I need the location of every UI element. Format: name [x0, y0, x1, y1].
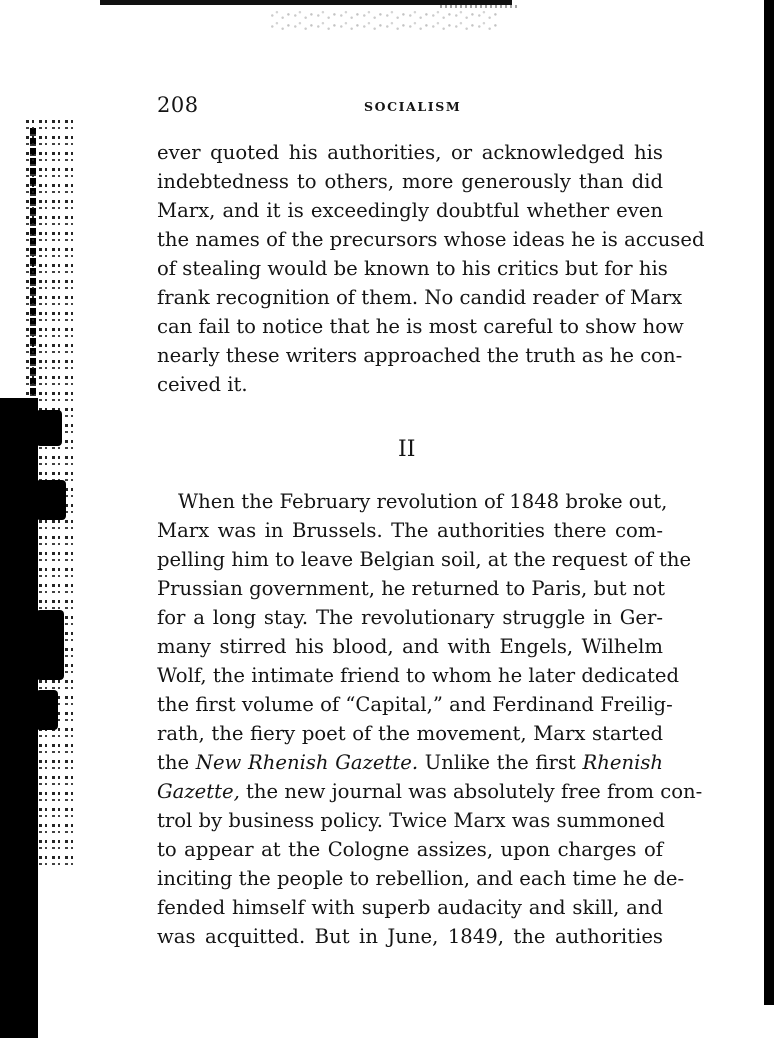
scan-edge-right: [764, 0, 781, 1038]
running-head: SOCIALISM: [364, 99, 462, 114]
text-line: ever quoted his authorities, or acknowledged his: [157, 141, 663, 164]
text-line: Marx was in Brussels. The authorities there com-: [157, 519, 663, 542]
page-number: 208: [157, 93, 199, 117]
text-line: the first volume of “Capital,” and Ferdinand Freilig-: [157, 693, 673, 716]
text-line: inciting the people to rebellion, and each time he de-: [157, 867, 685, 890]
section-heading: II: [398, 437, 416, 462]
text-line: rath, the fiery poet of the movement, Marx started: [157, 722, 663, 745]
text-line: can fail to notice that he is most careful to show how: [157, 315, 684, 338]
text-line: When the February revolution of 1848 broke out,: [178, 490, 668, 513]
text-line: Gazette, the new journal was absolutely free from con-: [157, 780, 703, 803]
text-line: to appear at the Cologne assizes, upon charges of: [157, 838, 663, 861]
paragraph: [157, 487, 703, 951]
text-line: the New Rhenish Gazette. Unlike the first Rhenish: [157, 751, 664, 774]
text-line: nearly these writers approached the truth as he con-: [157, 344, 683, 367]
text-line: the names of the precursors whose ideas he is accused: [157, 228, 705, 251]
text-line: trol by business policy. Twice Marx was summoned: [157, 809, 665, 832]
scan-gutter-blot: [36, 690, 58, 730]
scan-gutter-blot: [36, 610, 64, 680]
text-line: Marx, and it is exceedingly doubtful whether even: [157, 199, 663, 222]
text-line: pelling him to leave Belgian soil, at the request of the: [157, 548, 692, 571]
text-line: fended himself with superb audacity and skill, and: [157, 896, 663, 919]
text-line: of stealing would be known to his critics but for his: [157, 257, 668, 280]
text-line: Wolf, the intimate friend to whom he later dedicated: [157, 664, 680, 687]
scan-edge-top: [100, 0, 512, 5]
text-line: indebtedness to others, more generously than did: [157, 170, 663, 193]
scan-gutter-blot: [36, 480, 66, 520]
scan-gutter-shadow: [0, 398, 38, 1038]
text-line: ceived it.: [157, 373, 248, 396]
paragraph: [157, 138, 705, 399]
text-line: Prussian government, he returned to Paris, but not: [157, 577, 666, 600]
text-line: for a long stay. The revolutionary struggle in Ger-: [157, 606, 663, 629]
text-line: was acquitted. But in June, 1849, the authorities: [157, 925, 663, 948]
scan-noise: [270, 10, 500, 32]
text-line: many stirred his blood, and with Engels, Wilhelm: [157, 635, 663, 658]
scan-gutter-blot: [36, 410, 62, 446]
text-line: frank recognition of them. No candid reader of Marx: [157, 286, 683, 309]
